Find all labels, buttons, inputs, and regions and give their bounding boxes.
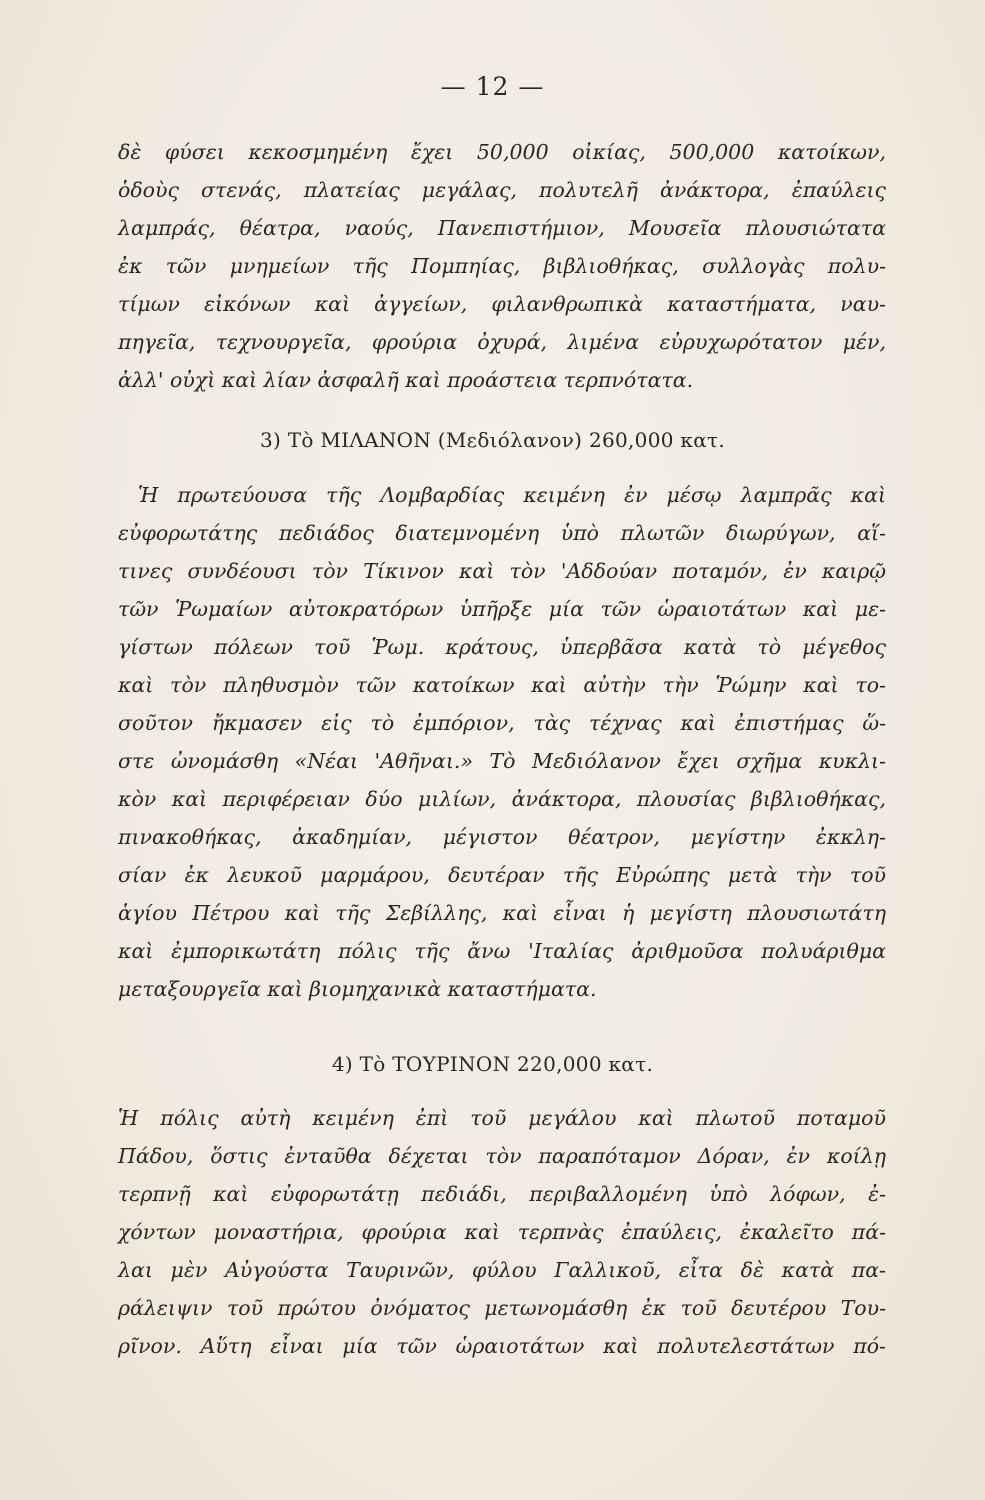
paragraph-naples-continued	[118, 133, 886, 399]
text-line: Ἡ πρωτεύουσα τῆς Λομβαρδίας κειμένη ἐν μέσῳ λαμπρᾶς καὶ	[138, 483, 886, 507]
text-line: ἐκ τῶν μνημείων τῆς Πομπηίας, βιβλιοθήκας, συλλογὰς πολυ-	[118, 254, 886, 278]
text-line: τῶν Ῥωμαίων αὐτοκρατόρων ὑπῆρξε μία τῶν ὡραιοτάτων καὶ με-	[118, 597, 886, 621]
text-line: δὲ φύσει κεκοσμημένη ἔχει 50,000 οἰκίας, 500,000 κατοίκων,	[118, 140, 886, 164]
text-line: καὶ τὸν πληθυσμὸν τῶν κατοίκων καὶ αὐτὴν τὴν Ῥώμην καὶ το-	[118, 673, 886, 697]
section-heading-milan: 3) Τὸ ΜΙΛΑΝΟΝ (Μεδιόλανον) 260,000 κατ.	[259, 428, 726, 452]
text-line: λαι μὲν Αὐγούστα Ταυρινῶν, φύλου Γαλλικοῦ, εἶτα δὲ κατὰ πα-	[118, 1258, 886, 1282]
page-number: — 12 —	[440, 72, 545, 101]
text-line: Πάδου, ὅστις ἐνταῦθα δέχεται τὸν παραπόταμον Δόραν, ἐν κοίλῃ	[118, 1144, 886, 1168]
text-line: λαμπράς, θέατρα, ναούς, Πανεπιστήμιον, Μουσεῖα πλουσιώτατα	[118, 216, 886, 240]
section-heading-turin: 4) Τὸ ΤΟΥΡΙΝΟΝ 220,000 κατ.	[331, 1052, 654, 1076]
text-line: ρῖνον. Αὕτη εἶναι μία τῶν ὡραιοτάτων καὶ πολυτελεστάτων πό-	[118, 1334, 886, 1358]
text-line: ὁδοὺς στενάς, πλατείας μεγάλας, πολυτελῆ ἀνάκτορα, ἐπαύλεις	[118, 178, 886, 202]
text-line: Ἡ πόλις αὐτὴ κειμένη ἐπὶ τοῦ μεγάλου καὶ πλωτοῦ ποταμοῦ	[118, 1106, 886, 1130]
text-line: πινακοθήκας, ἀκαδημίαν, μέγιστον θέατρον, μεγίστην ἐκκλη-	[118, 825, 886, 849]
text-line: τερπνῇ καὶ εὐφορωτάτῃ πεδιάδι, περιβαλλομένη ὑπὸ λόφων, ἐ-	[118, 1182, 886, 1206]
text-line: καὶ ἐμπορικωτάτη πόλις τῆς ἄνω 'Ιταλίας ἀριθμοῦσα πολυάριθμα	[118, 939, 886, 963]
text-line: ἁγίου Πέτρου καὶ τῆς Σεβίλλης, καὶ εἶναι ἡ μεγίστη πλουσιωτάτη	[118, 901, 886, 925]
text-line: κὸν καὶ περιφέρειαν δύο μιλίων, ἀνάκτορα, πλουσίας βιβλιοθήκας,	[118, 787, 886, 811]
paragraph-milan	[118, 476, 886, 1008]
text-line: τινες συνδέουσι τὸν Τίκινον καὶ τὸν 'Αδδούαν ποταμόν, ἐν καιρῷ	[118, 559, 886, 583]
text-line: ράλειψιν τοῦ πρώτου ὀνόματος μετωνομάσθη ἐκ τοῦ δευτέρου Του-	[118, 1296, 886, 1320]
text-line: μεταξουργεῖα καὶ βιομηχανικὰ καταστήματα.	[118, 977, 597, 1001]
text-line: σοῦτον ἤκμασεν εἰς τὸ ἐμπόριον, τὰς τέχνας καὶ ἐπιστήμας ὥ-	[118, 711, 886, 735]
text-line: γίστων πόλεων τοῦ Ῥωμ. κράτους, ὑπερβᾶσα κατὰ τὸ μέγεθος	[118, 635, 886, 659]
text-line: χόντων μοναστήρια, φρούρια καὶ τερπνὰς ἐπαύλεις, ἐκαλεῖτο πά-	[118, 1220, 886, 1244]
text-line: ἀλλ' οὐχὶ καὶ λίαν ἀσφαλῆ καὶ προάστεια τερπνότατα.	[118, 368, 694, 392]
text-line: στε ὠνομάσθη «Νέαι 'Αθῆναι.» Τὸ Μεδιόλανον ἔχει σχῆμα κυκλι-	[118, 749, 886, 773]
text-line: πηγεῖα, τεχνουργεῖα, φρούρια ὀχυρά, λιμένα εὐρυχωρότατον μέν,	[118, 330, 886, 354]
text-line: τίμων εἰκόνων καὶ ἀγγείων, φιλανθρωπικὰ καταστήματα, ναυ-	[118, 292, 886, 316]
text-line: σίαν ἐκ λευκοῦ μαρμάρου, δευτέραν τῆς Εὐρώπης μετὰ τὴν τοῦ	[118, 863, 886, 887]
text-line: εὐφορωτάτης πεδιάδος διατεμνομένη ὑπὸ πλωτῶν διωρύγων, αἵ-	[118, 521, 886, 545]
paragraph-turin	[118, 1099, 886, 1365]
